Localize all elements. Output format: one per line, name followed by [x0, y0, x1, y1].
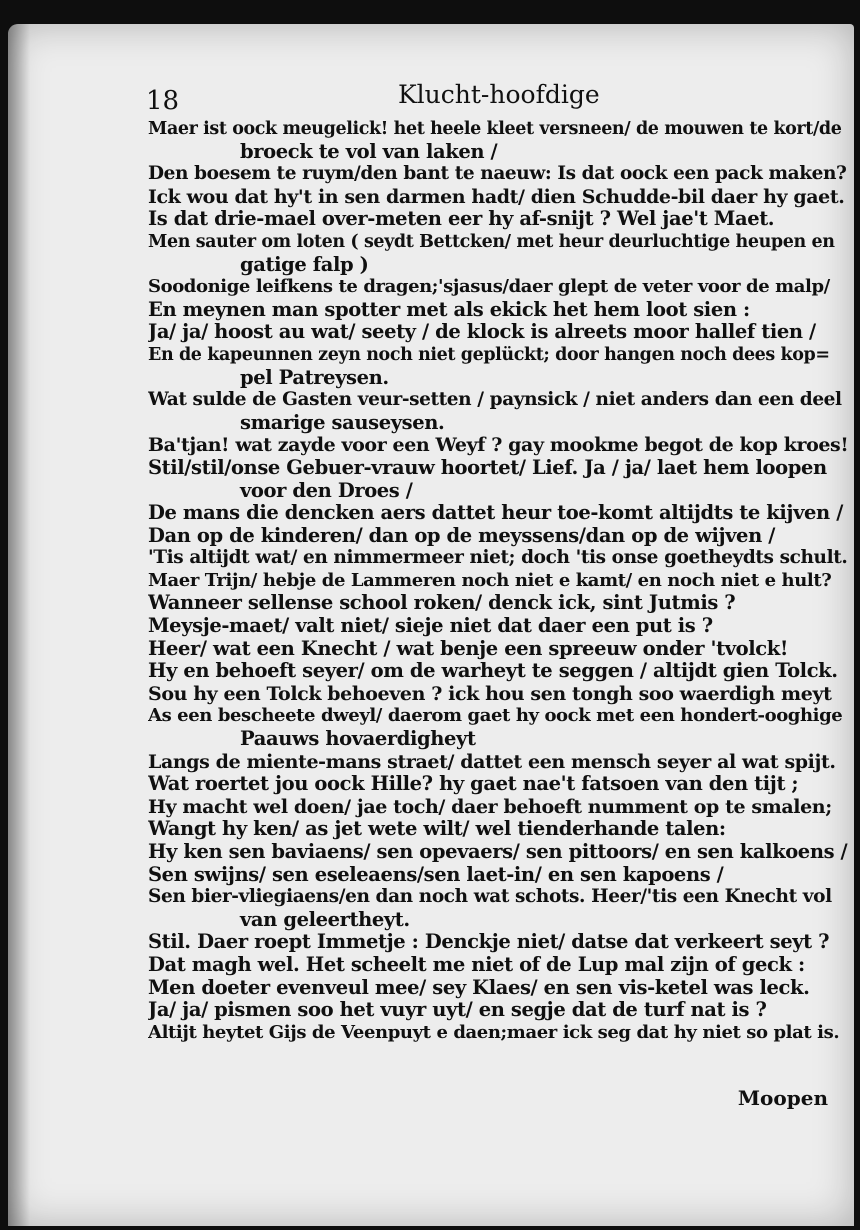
verse-line: gatige falp ) [240, 253, 369, 276]
verse-line: Langs de miente-mans straet/ dattet een mensch seyer al wat spijt. [148, 750, 836, 773]
catchword: Moopen [737, 1086, 828, 1110]
verse-line: Men sauter om loten ( seydt Bettcken/ met heur deurluchtige heupen en [148, 231, 835, 252]
verse-line: Maer Trijn/ hebje de Lammeren noch niet e kamt/ en noch niet e hult? [148, 569, 832, 591]
verse-line: En meynen man spotter met als ekick het hem loot sien : [148, 298, 750, 321]
verse-line: Meysje-maet/ valt niet/ sieje niet dat daer een put is ? [148, 615, 713, 638]
verse-line: Dat magh wel. Het scheelt me niet of de Lup mal zijn of geck : [148, 953, 805, 976]
page-number: 18 [146, 86, 180, 116]
verse-line: broeck te vol van laken / [240, 140, 498, 163]
verse-line: Den boesem te ruym/den bant te naeuw: Is dat oock een pack maken? [148, 163, 847, 185]
verse-line: Wat sulde de Gasten veur-setten / paynsick / niet anders dan een deel [148, 389, 842, 411]
verse-line: Stil. Daer roept Immetje : Denckje niet/ datse dat verkeert seyt ? [148, 931, 830, 954]
verse-line: Maer ist oock meugelick! het heele kleet versneen/ de mouwen te kort/de [148, 119, 842, 139]
verse-line: Hy en behoeft seyer/ om de warheyt te seggen / altijdt gien Tolck. [148, 660, 838, 683]
verse-line: Dan op de kinderen/ dan op de meyssens/dan op de wijven / [148, 524, 775, 547]
verse-line: Wanneer sellense school roken/ denck ick, sint Jutmis ? [148, 592, 736, 615]
verse-line: Ja/ ja/ hoost au wat/ seety / de klock is alreets moor hallef tien / [148, 321, 816, 344]
verse-line: 'Tis altijdt wat/ en nimmermeer niet; doch 'tis onse goetheydts schult. [148, 547, 848, 569]
verse-line: Sen swijns/ sen eseleaens/sen laet-in/ en sen kapoens / [148, 863, 724, 886]
verse-line: Ba'tjan! wat zayde voor een Weyf ? gay mookme begot de kop kroes! [148, 434, 848, 457]
verse-line: Hy macht wel doen/ jae toch/ daer behoeft numment op te smalen; [148, 795, 832, 818]
verse-line: Sen bier-vliegiaens/en dan noch wat schots. Heer/'tis een Knecht vol [148, 886, 832, 908]
verse-line: Men doeter evenveul mee/ sey Klaes/ en sen vis-ketel was leck. [148, 976, 810, 999]
verse-line: Wangt hy ken/ as jet wete wilt/ wel tienderhande talen: [148, 818, 726, 841]
verse-line: Ick wou dat hy't in sen darmen hadt/ dien Schudde-bil daer hy gaet. [148, 185, 845, 208]
verse-line: pel Patreysen. [240, 366, 389, 389]
verse-line: De mans die dencken aers dattet heur toe-komt altijdts te kijven / [148, 502, 843, 525]
verse-line: Paauws hovaerdigheyt [240, 728, 476, 751]
book-page [8, 24, 854, 1226]
verse-line: Ja/ ja/ pismen soo het vuyr uyt/ en segje dat de turf nat is ? [148, 999, 767, 1022]
verse-line: Is dat drie-mael over-meten eer hy af-snijt ? Wel jae't Maet. [148, 208, 775, 231]
verse-line: En de kapeunnen zeyn noch niet geplückt; door hangen noch dees kop= [148, 344, 830, 365]
verse-line: voor den Droes / [240, 479, 413, 502]
verse-line: Hy ken sen baviaens/ sen opevaers/ sen pittoors/ en sen kalkoens / [148, 841, 848, 863]
verse-line: Soodonige leifkens te dragen;'sjasus/daer glept de veter voor de malp/ [148, 276, 830, 298]
verse-line: Sou hy een Tolck behoeven ? ick hou sen tongh soo waerdigh meyt [148, 682, 832, 705]
running-head: Klucht-hoofdige [398, 80, 600, 109]
verse-line: van geleertheyt. [240, 908, 410, 931]
verse-line: Heer/ wat een Knecht / wat benje een spreeuw onder 'tvolck! [148, 637, 788, 660]
verse-text-block [148, 118, 848, 1044]
verse-line: Stil/stil/onse Gebuer-vrauw hoortet/ Lief. Ja / ja/ laet hem loopen [148, 456, 827, 479]
verse-line: Altijt heytet Gijs de Veenpuyt e daen;maer ick seg dat hy niet so plat is. [148, 1021, 840, 1043]
verse-line: smarige sauseysen. [240, 411, 445, 434]
verse-line: Wat roertet jou oock Hille? hy gaet nae't fatsoen van den tijt ; [148, 773, 799, 796]
verse-line: As een bescheete dweyl/ daerom gaet hy oock met een hondert-ooghige [148, 705, 843, 727]
